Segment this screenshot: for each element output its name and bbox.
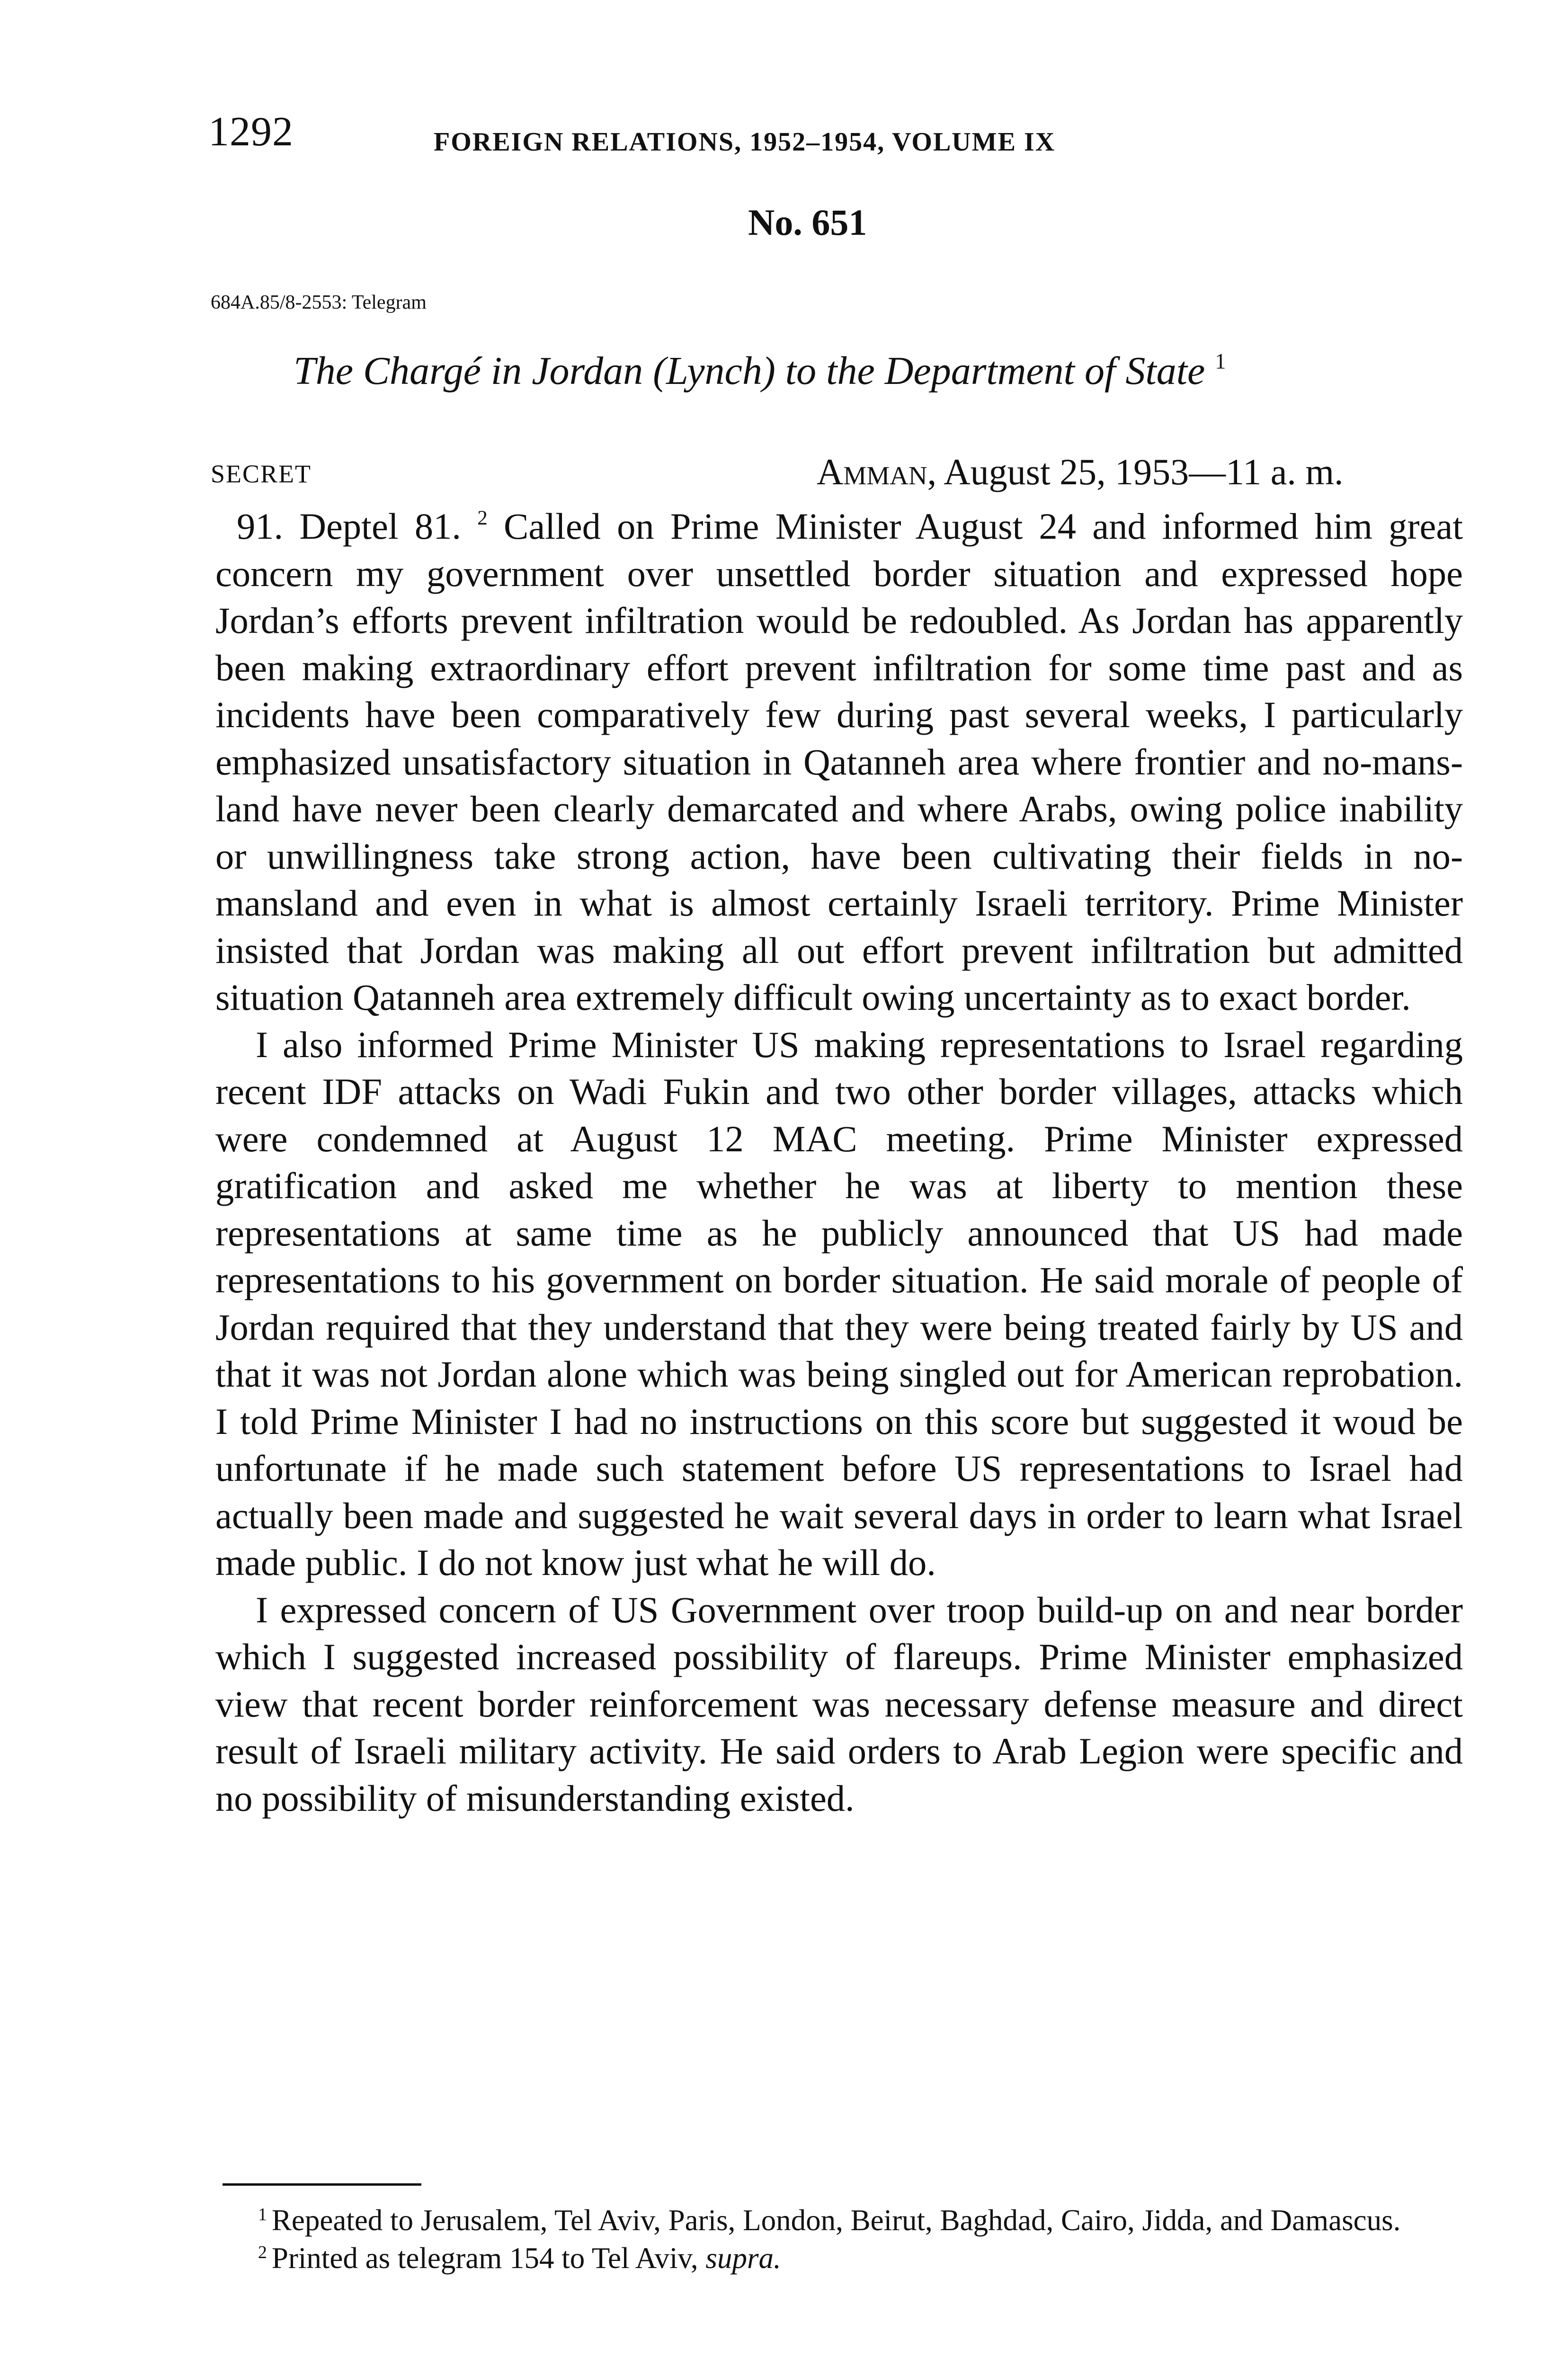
paragraph-1: [215, 503, 1463, 1021]
footnote-2: [223, 2239, 1470, 2277]
paragraph-1-text: Called on Prime Minister August 24 and informed him great concern my government over unsettled border situation and expressed hope Jordan’s efforts prevent infiltration would be redoubled. As Jordan has apparently been making extraordinary effort prevent infiltration for some time past and as incidents have been comparatively few during past several weeks, I particularly emphasized unsatisfactory situation in Qatanneh area where frontier and no-mans-land have never been clearly demarcated and where Arabs, owing police inability or unwillingness take strong action, have been cultivating their fields in no-mansland and even in what is almost certainly Israeli territory. Prime Minister insisted that Jordan was making all out effort prevent infiltration but admitted situation Qatanneh area extremely difficult owing uncertainty as to exact border.: [215, 506, 1463, 1018]
title-footnote-mark: 1: [1215, 349, 1226, 374]
file-reference: 684A.85/8-2553: Telegram: [211, 292, 427, 313]
footnotes: [223, 2201, 1470, 2277]
dateline-date: , August 25, 1953—11 a. m.: [927, 451, 1344, 492]
telegram-reference: 91. Deptel 81.: [237, 506, 461, 547]
document-title-text: The Chargé in Jordan (Lynch) to the Department of State: [294, 349, 1205, 393]
dateline: [817, 451, 1344, 493]
footnote-1: [223, 2201, 1470, 2239]
paragraph-2: I also informed Prime Minister US making representations to Israel regarding recent IDF attacks on Wadi Fukin and two other border villages, attacks which were condemned at August 12 MAC meeting. Prime Minister expressed gratification and asked me whether he was at liberty to mention these representations at same time as he publicly announced that US had made representations to his government on border situation. He said morale of people of Jordan required that they understand that they were being treated fairly by US and that it was not Jordan alone which was being singled out for American reprobation. I told Prime Minister I had no instructions on this score but suggested it woud be unfortunate if he made such statement before US representations to Israel had actually been made and suggested he wait several days in order to learn what Israel made public. I do not know just what he will do.: [215, 1023, 1463, 1583]
footnote-divider: [223, 2183, 421, 2186]
telegram-body: [215, 503, 1463, 1822]
footnote-1-text: Repeated to Jerusalem, Tel Aviv, Paris, London, Beirut, Baghdad, Cairo, Jidda, and Damascus.: [271, 2204, 1401, 2237]
body-footnote-mark: 2: [477, 507, 488, 529]
paragraph-3: I expressed concern of US Government over troop build-up on and near border which I suggested increased possibility of flareups. Prime Minister emphasized view that recent border reinforcement was necessary defense measure and direct result of Israeli military activity. He said orders to Arab Legion were specific and no possibility of misunderstanding existed.: [215, 1589, 1463, 1819]
footnote-2-italic: supra.: [705, 2242, 781, 2275]
dateline-place: Amman: [817, 451, 927, 492]
document-number: No. 651: [748, 202, 867, 243]
footnote-2-mark: 2: [258, 2242, 267, 2263]
footnote-1-mark: 1: [258, 2205, 267, 2225]
footnote-2-text: Printed as telegram 154 to Tel Aviv,: [271, 2242, 706, 2275]
document-title: [294, 348, 1226, 394]
page-number: 1292: [208, 109, 294, 155]
classification-label: SECRET: [211, 460, 312, 488]
running-head: FOREIGN RELATIONS, 1952–1954, VOLUME IX: [434, 127, 1056, 157]
